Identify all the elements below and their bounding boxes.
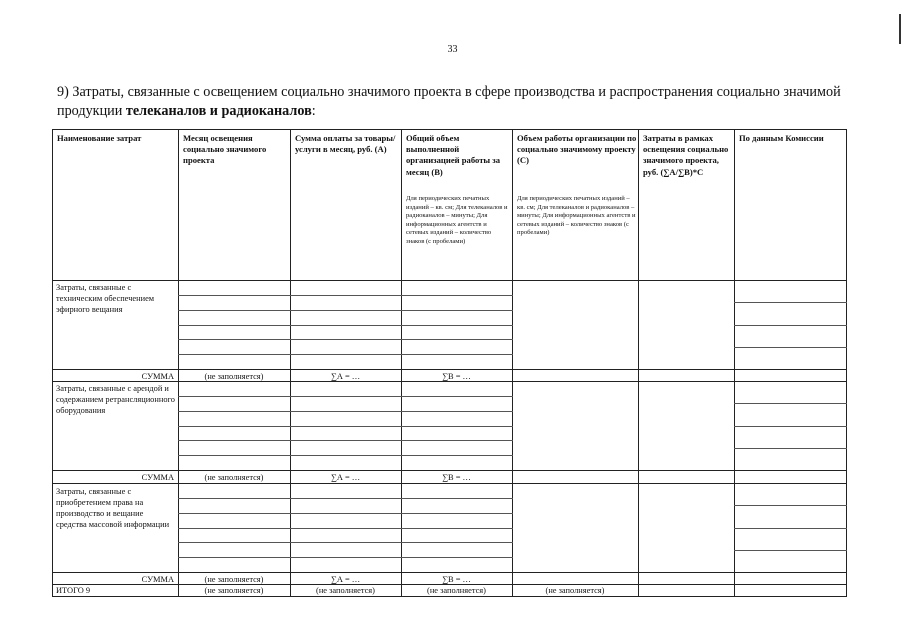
table-rule <box>178 325 513 326</box>
table-rule <box>52 470 847 471</box>
header-project-costs: Затраты в рамках освещения социально значимого проекта, руб. (∑А/∑В)*С <box>643 133 729 177</box>
table-rule <box>178 557 513 558</box>
page-edge-mark <box>899 14 901 44</box>
table-rule <box>178 542 513 543</box>
table-rule <box>290 129 291 597</box>
table-rule <box>52 129 53 597</box>
total-b-cell: (не заполняется) <box>427 586 486 595</box>
a-sum-cell: ∑А = … <box>330 372 361 381</box>
total-c-cell: (не заполняется) <box>545 586 605 595</box>
header-month: Месяц освещения социально значимого проекта <box>183 133 267 166</box>
header-volume-b: Общий объем выполненной организацией работы за месяц (В) <box>406 133 501 177</box>
month-sum-cell: (не заполняется) <box>204 372 264 381</box>
table-rule <box>52 129 847 130</box>
b-sum-cell: ∑В = … <box>442 575 471 584</box>
header-volume-b-note: Для периодических печатных изданий – кв. см; Для телеканалов и радиоканалов – минуты; Для информационных агентств и сетевых изданий – количество знаков (с пробелами) <box>406 195 508 245</box>
table-rule <box>846 129 847 597</box>
section-name: Затраты, связанные с арендой и содержанием ретрансляционного оборудования <box>56 384 175 415</box>
section-name: Затраты, связанные с техническим обеспечением эфирного вещания <box>56 283 155 314</box>
page-number: 33 <box>447 44 458 55</box>
table-rule <box>178 498 513 499</box>
table-rule <box>52 572 847 573</box>
table-rule <box>512 129 513 597</box>
header-payment-a: Сумма оплаты за товары/услуги в месяц, руб. (А) <box>295 133 396 155</box>
table-rule <box>178 513 513 514</box>
table-rule <box>178 528 513 529</box>
b-sum-cell: ∑В = … <box>442 473 471 482</box>
table-rule <box>734 129 735 597</box>
table-rule <box>52 369 847 370</box>
section-heading <box>57 83 857 121</box>
total-label: ИТОГО 9 <box>56 586 91 595</box>
table-rule <box>734 448 847 449</box>
heading-suffix: : <box>311 103 316 119</box>
table-rule <box>734 302 847 303</box>
a-sum-cell: ∑А = … <box>330 473 361 482</box>
table-rule <box>734 550 847 551</box>
b-sum-cell: ∑В = … <box>442 372 471 381</box>
month-sum-cell: (не заполняется) <box>204 473 264 482</box>
heading-text: 9) Затраты, связанные с освещением социально значимого проекта в сфере производства и распространения социально значимой продукции <box>57 84 841 119</box>
table-rule <box>734 347 847 348</box>
total-a-cell: (не заполняется) <box>316 586 375 595</box>
table-rule <box>178 426 513 427</box>
month-sum-cell: (не заполняется) <box>204 575 264 584</box>
sum-label: СУММА <box>141 575 174 584</box>
table-rule <box>401 129 402 597</box>
table-rule <box>178 396 513 397</box>
table-rule <box>178 129 179 597</box>
header-cost-name: Наименование затрат <box>57 133 142 143</box>
table-rule <box>734 505 847 506</box>
table-rule <box>178 440 513 441</box>
table-rule <box>734 325 847 326</box>
table-rule <box>178 411 513 412</box>
total-month-cell: (не заполняется) <box>204 586 264 595</box>
table-rule <box>52 280 847 281</box>
header-volume-c-note: Для периодических печатных изданий – кв. см; Для телеканалов и радиоканалов – минуты; Для информационных агентств и сетевых изданий – количество знаков (с пробелами) <box>517 195 636 237</box>
table-rule <box>178 310 513 311</box>
sum-label: СУММА <box>141 372 174 381</box>
sum-label: СУММА <box>141 473 174 482</box>
header-volume-c: Объем работы организации по социально значимому проекту (С) <box>517 133 637 166</box>
table-rule <box>52 596 847 597</box>
table-rule <box>52 483 847 484</box>
table-rule <box>178 295 513 296</box>
table-rule <box>178 455 513 456</box>
heading-bold-text: телеканалов и радиоканалов <box>125 103 312 119</box>
table-rule <box>734 426 847 427</box>
a-sum-cell: ∑А = … <box>330 575 361 584</box>
section-name: Затраты, связанные с приобретением права на производство и вещание средства массовой информации <box>56 487 170 529</box>
header-commission-data: По данным Комиссии <box>739 133 824 143</box>
costs-table <box>52 129 846 596</box>
table-rule <box>178 339 513 340</box>
table-rule <box>734 403 847 404</box>
table-rule <box>178 354 513 355</box>
table-rule <box>734 528 847 529</box>
